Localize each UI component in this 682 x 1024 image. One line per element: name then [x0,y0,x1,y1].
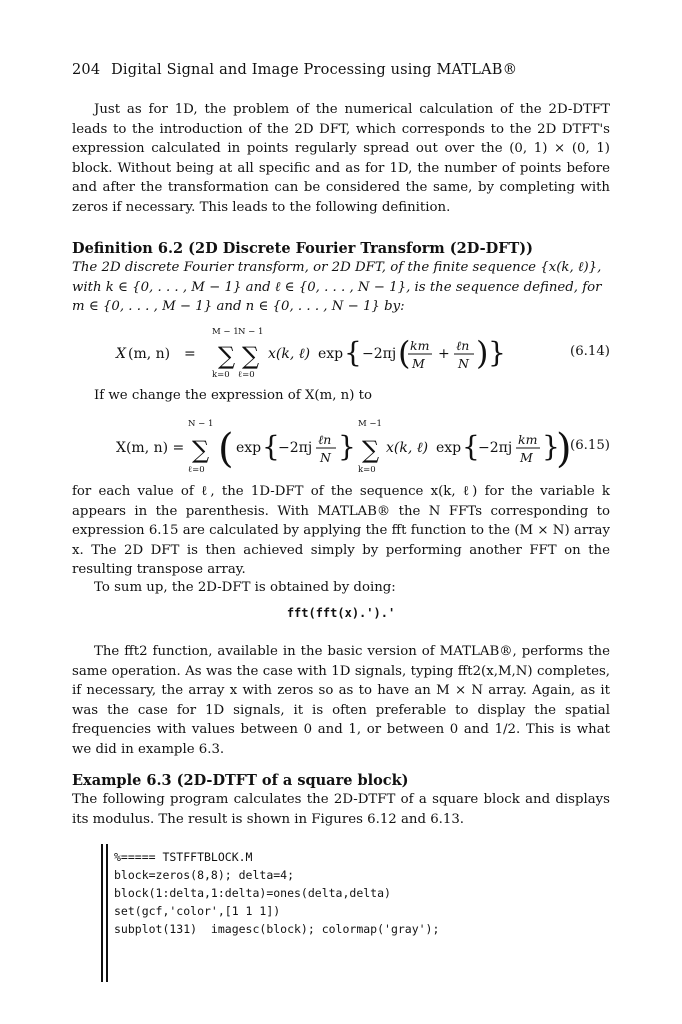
svg-text:x(k, ℓ): x(k, ℓ) [268,346,311,362]
running-title: Digital Signal and Image Processing using MATLAB® [111,62,518,78]
svg-text:x(k, ℓ): x(k, ℓ) [386,440,429,456]
svg-text:km: km [410,338,430,353]
svg-text:}: } [488,336,506,369]
svg-text:(: ( [218,426,234,472]
equation-number: (6.15) [570,438,610,453]
equation-6-15 [72,416,610,478]
svg-text:=: = [184,346,196,362]
svg-text:exp: exp [436,440,462,456]
svg-text:X: X [116,346,126,362]
intro-paragraph: Just as for 1D, the problem of the numerical calculation of the 2D-DTFT leads to the introduction of the 2D DFT, which corresponds to the 2D DTFT's expression calculated in points regularly spread out over the (0, 1) × (0, 1) block. Without being at all specific and as for 1D, the number of points before and after the transformation can be considered the same, by completing with zeros if necessary. This leads to the following definition. [72,102,610,215]
code-line: set(gcf,'color',[1 1 1]) [114,904,281,918]
svg-text:∑: ∑ [362,436,380,464]
svg-text:{: { [344,336,362,369]
svg-text:N: N [320,450,331,465]
svg-text:∑: ∑ [242,342,260,370]
svg-text:∑: ∑ [192,436,210,464]
equation-6-14 [72,322,610,382]
code-line: %===== TSTFFTBLOCK.M [114,850,253,864]
svg-text:ℓn: ℓn [318,432,332,447]
svg-text:−2πj: −2πj [278,440,313,456]
definition-title: Definition 6.2 (2D Discrete Fourier Transform (2D-DFT)) [72,240,533,257]
running-header [72,62,610,78]
svg-text:N − 1: N − 1 [238,327,264,337]
svg-text:{: { [262,430,280,463]
code-listing [106,844,586,982]
fft-fft-code: fft(fft(x).').' [286,606,396,620]
fft-explanation: for each value of ℓ, the 1D-DFT of the sequence x(k, ℓ) for the variable k appears in the parenthesis. With MATLAB® the N FFTs corresponding to expression 6.15 are calculated by applying the fft function to the (M × N) array x. The 2D DFT is then achieved simply by performing another FFT on the resulting transpose array. [72,484,610,578]
svg-text:km: km [518,432,538,447]
svg-text:∑: ∑ [218,342,236,370]
svg-text:(m, n): (m, n) [128,346,171,362]
svg-text:): ) [556,426,572,472]
example-body: The following program calculates the 2D-DTFT of a square block and displays its modulus. The result is shown in Figures 6.12 and 6.13. [72,792,610,827]
code-line: block(1:delta,1:delta)=ones(delta,delta) [114,886,391,900]
eq2-lhs: X(m, n) = [116,440,185,456]
equation-6-14-formula [72,322,610,382]
svg-text:ℓn: ℓn [456,338,470,353]
code-rule [106,844,108,982]
svg-text:ℓ=0: ℓ=0 [238,370,255,380]
equation-6-15-formula [72,416,610,478]
svg-text:}: } [338,430,356,463]
svg-text:M −1: M −1 [358,419,382,429]
svg-text:M: M [412,356,425,371]
svg-text:k=0: k=0 [212,370,230,380]
equation-number: (6.14) [570,344,610,359]
definition-body: The 2D discrete Fourier transform, or 2D DFT, of the finite sequence {x(k, ℓ)}, with k ∈ {0, . . . , M − 1} and ℓ ∈ {0, . . . , N − 1}, is the sequence defined, for m ∈ {0, . . . , M − 1} and n ∈ {0, . . . , N − 1} by: [72,260,602,315]
svg-text:+: + [438,346,450,362]
svg-text:N − 1: N − 1 [188,419,214,429]
sum-up-text: To sum up, the 2D-DFT is obtained by doing: [94,580,396,595]
svg-text:M − 1: M − 1 [212,327,239,337]
svg-text:{: { [462,430,480,463]
svg-text:−2πj: −2πj [362,346,397,362]
svg-text:−2πj: −2πj [478,440,513,456]
example-title: Example 6.3 (2D-DTFT of a square block) [72,772,409,789]
svg-text:exp: exp [318,346,344,362]
svg-text:(: ( [398,334,411,372]
svg-text:exp: exp [236,440,262,456]
code-line: block=zeros(8,8); delta=4; [114,868,295,882]
svg-text:ℓ=0: ℓ=0 [188,465,205,475]
code-rule [101,844,103,982]
page-number: 204 [72,62,101,78]
svg-text:M: M [520,450,533,465]
svg-text:N: N [458,356,469,371]
svg-text:k=0: k=0 [358,465,376,475]
change-expression-text: If we change the expression of X(m, n) to [94,388,372,403]
fft2-paragraph: The fft2 function, available in the basic version of MATLAB®, performs the same operation. As was the case with 1D signals, typing fft2(x,M,N) completes, if necessary, the array x with zeros so as to have an M × N array. Again, as it was the case for 1D signals, it is often preferable to display the spatial frequencies with values between 0 and 1, or between 0 and 1/2. This is what we did in example 6.3. [72,644,610,757]
svg-text:}: } [542,430,560,463]
code-line: subplot(131) imagesc(block); colormap('gray'); [114,922,440,936]
svg-text:): ) [476,334,489,372]
